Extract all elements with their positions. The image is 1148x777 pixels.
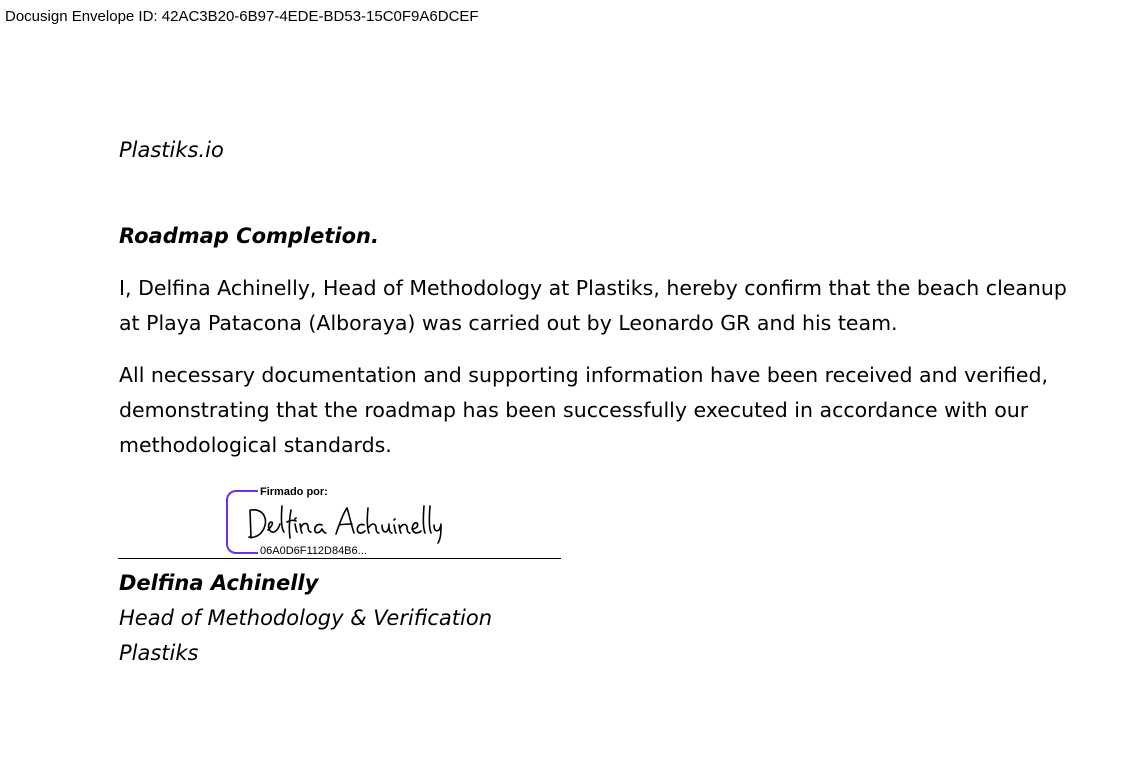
- document-heading: Roadmap Completion.: [119, 224, 379, 248]
- signature-line: [118, 558, 561, 559]
- signature-label: Firmado por:: [260, 486, 328, 498]
- handwritten-signature: [244, 500, 444, 544]
- signer-title: Head of Methodology & Verification: [119, 606, 493, 630]
- signer-organization: Plastiks: [119, 641, 199, 665]
- signer-name: Delfina Achinelly: [119, 571, 319, 595]
- signature-hash: 06A0D6F112D84B6...: [260, 545, 367, 557]
- docusign-signature-block: [226, 486, 446, 557]
- paragraph-verification: All necessary documentation and supporting information have been received and verified, demonstrating that the roadmap has been successfully executed in accordance with our methodological standards.: [119, 363, 1049, 457]
- envelope-id: Docusign Envelope ID: 42AC3B20-6B97-4EDE-BD53-15C0F9A6DCEF: [5, 8, 479, 25]
- company-name: Plastiks.io: [119, 138, 224, 162]
- paragraph-confirmation: I, Delfina Achinelly, Head of Methodology at Plastiks, hereby confirm that the beach cleanup at Playa Patacona (Alboraya) was carried out by Leonardo GR and his team.: [119, 276, 1067, 335]
